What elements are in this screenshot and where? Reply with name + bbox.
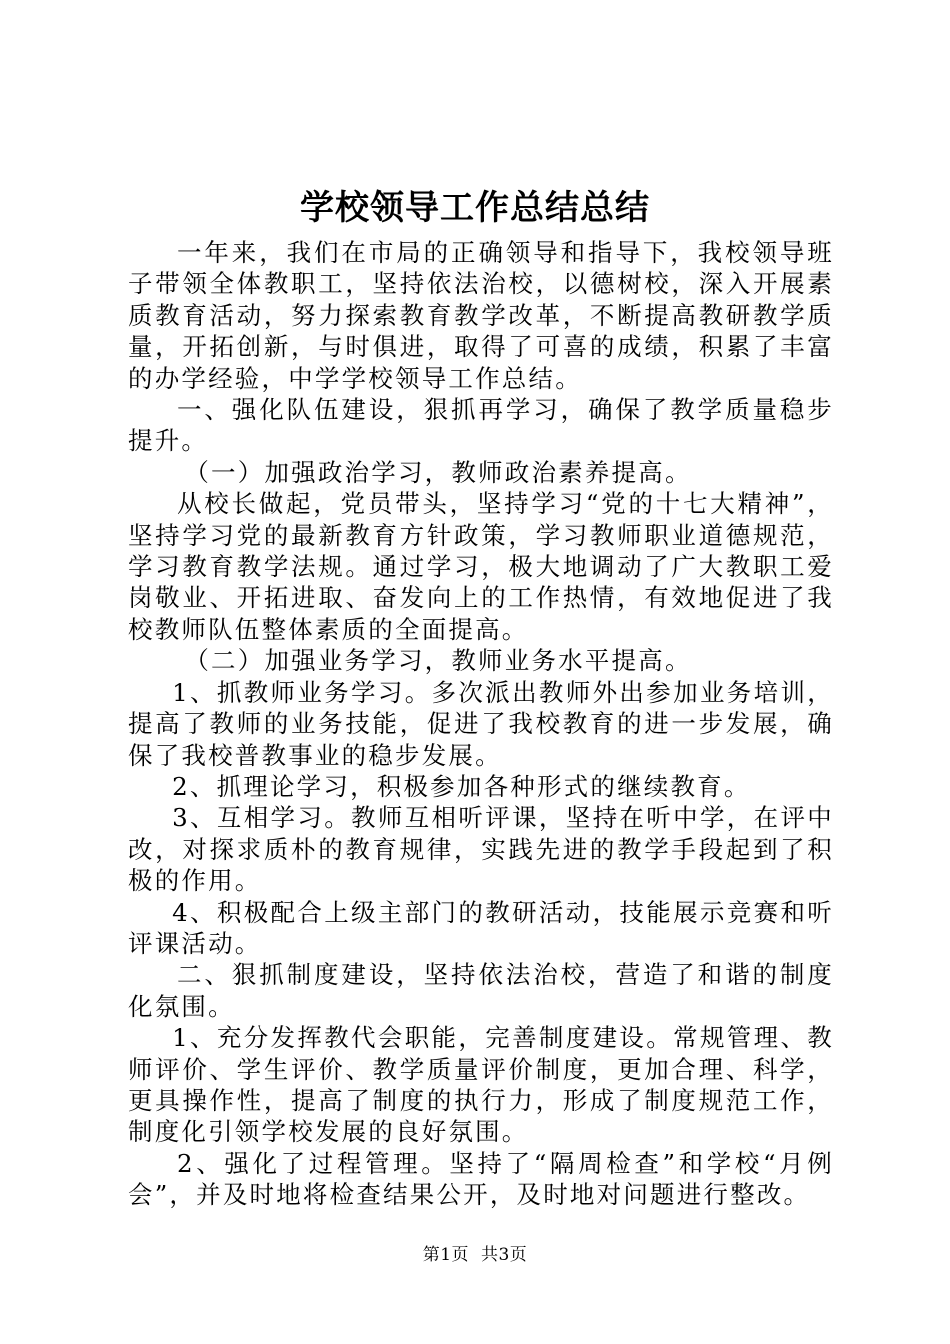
subsection-heading-1: （一）加强政治学习，教师政治素养提高。 <box>184 457 692 487</box>
page-number: 第1页 <box>422 1245 470 1265</box>
list-item-4: 4、积极配合上级主部门的教研活动，技能展示竞赛和听评课活动。 <box>128 897 834 958</box>
page-footer <box>0 1243 950 1267</box>
section-heading-2: 二、狠抓制度建设，坚持依法治校，营造了和谐的制度化氛围。 <box>128 960 834 1021</box>
page-total: 共3页 <box>480 1245 528 1265</box>
document-body <box>128 237 834 1211</box>
subsection-heading-2: （二）加强业务学习，教师业务水平提高。 <box>184 646 692 676</box>
section-heading-1: 一、强化队伍建设，狠抓再学习，确保了教学质量稳步提升。 <box>128 395 834 456</box>
list-item-5: 1、充分发挥教代会职能，完善制度建设。常规管理、教师评价、学生评价、教学质量评价制度，更加合理、科学，更具操作性，提高了制度的执行力，形成了制度规范工作，制度化引领学校发展的良好氛围。 <box>128 1023 834 1147</box>
paragraph-political-study: 从校长做起，党员带头，坚持学习“党的十七大精神”，坚持学习党的最新教育方针政策，学习教师职业道德规范，学习教育教学法规。通过学习，极大地调动了广大教职工爱岗敬业、开拓进取、奋发向上的工作热情，有效地促进了我校教师队伍整体素质的全面提高。 <box>128 489 834 644</box>
list-item-6: 2、强化了过程管理。坚持了“隔周检查”和学校“月例会”，并及时地将检查结果公开，及时地对问题进行整改。 <box>128 1148 834 1210</box>
document-title: 学校领导工作总结总结 <box>300 188 650 228</box>
list-item-3: 3、互相学习。教师互相听评课，坚持在听中学，在评中改，对探求质朴的教育规律，实践先进的教学手段起到了积极的作用。 <box>128 803 834 896</box>
list-item-2: 2、抓理论学习，积极参加各种形式的继续教育。 <box>172 771 751 801</box>
list-item-1: 1、抓教师业务学习。多次派出教师外出参加业务培训，提高了教师的业务技能，促进了我校教育的进一步发展，确保了我校普教事业的稳步发展。 <box>128 677 834 770</box>
paragraph-intro: 一年来，我们在市局的正确领导和指导下，我校领导班子带领全体教职工，坚持依法治校，以德树校，深入开展素质教育活动，努力探索教育教学改革，不断提高教研教学质量，开拓创新，与时俱进，取得了可喜的成绩，积累了丰富的办学经验，中学学校领导工作总结。 <box>128 238 834 393</box>
